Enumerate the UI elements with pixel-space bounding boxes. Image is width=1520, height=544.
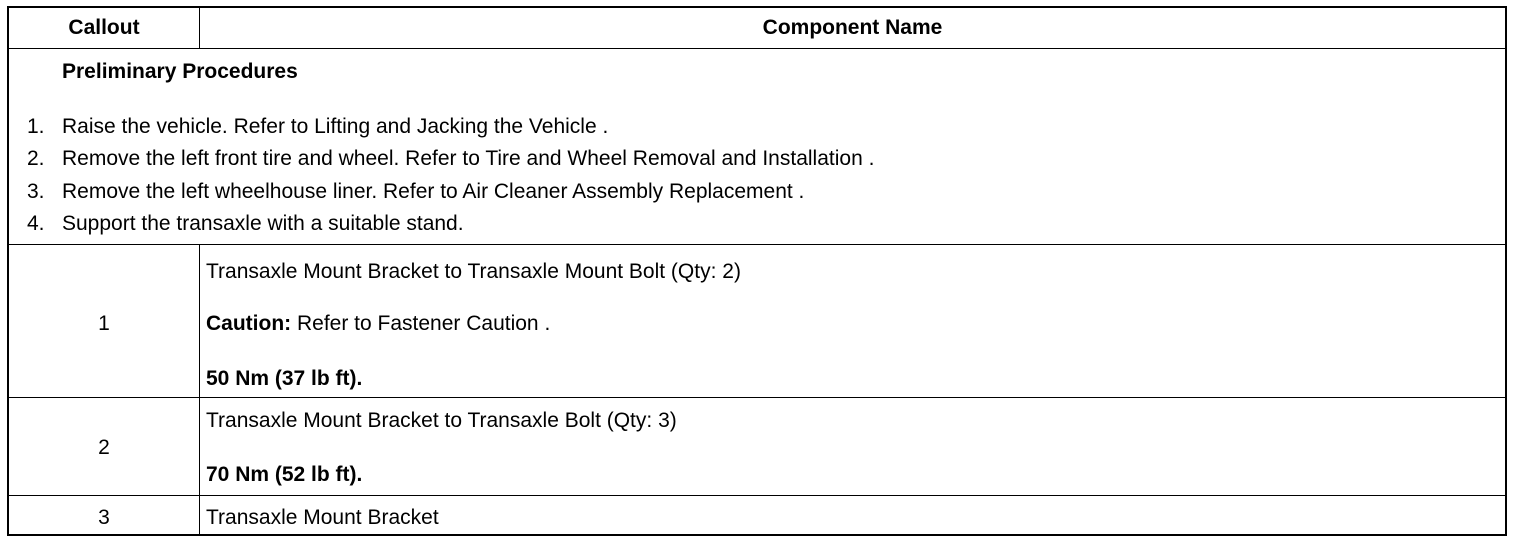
callout-number: 2 xyxy=(98,436,110,459)
row-rule xyxy=(9,397,1505,398)
step-number: 3. xyxy=(27,180,45,203)
caution-label: Caution: xyxy=(206,312,292,335)
step-number: 4. xyxy=(27,212,45,235)
torque-spec: 70 Nm (52 lb ft). xyxy=(206,463,363,486)
caution-text: Refer to Fastener Caution . xyxy=(291,312,551,335)
procedure-table xyxy=(7,6,1507,536)
step-text: Remove the left front tire and wheel. Refer to Tire and Wheel Removal and Installation . xyxy=(62,147,875,170)
step-text: Raise the vehicle. Refer to Lifting and Jacking the Vehicle . xyxy=(62,115,609,138)
component-name: Transaxle Mount Bracket to Transaxle Bolt (Qty: 3) xyxy=(206,409,677,432)
caution-note xyxy=(206,312,550,336)
step-text: Remove the left wheelhouse liner. Refer to Air Cleaner Assembly Replacement . xyxy=(62,180,805,203)
step-number: 2. xyxy=(27,147,45,170)
header-callout: Callout xyxy=(68,16,140,39)
row-rule xyxy=(9,495,1505,496)
preliminary-bottom-rule xyxy=(9,244,1505,245)
header-bottom-rule xyxy=(9,48,1505,49)
torque-spec: 50 Nm (37 lb ft). xyxy=(206,367,363,390)
header-component-name: Component Name xyxy=(762,16,943,39)
column-divider xyxy=(199,244,200,534)
callout-number: 3 xyxy=(98,506,110,529)
component-name: Transaxle Mount Bracket xyxy=(206,506,439,529)
callout-number: 1 xyxy=(98,312,110,335)
step-number: 1. xyxy=(27,115,45,138)
step-text: Support the transaxle with a suitable stand. xyxy=(62,212,464,235)
preliminary-title: Preliminary Procedures xyxy=(62,60,298,83)
component-name: Transaxle Mount Bracket to Transaxle Mount Bolt (Qty: 2) xyxy=(206,260,741,283)
